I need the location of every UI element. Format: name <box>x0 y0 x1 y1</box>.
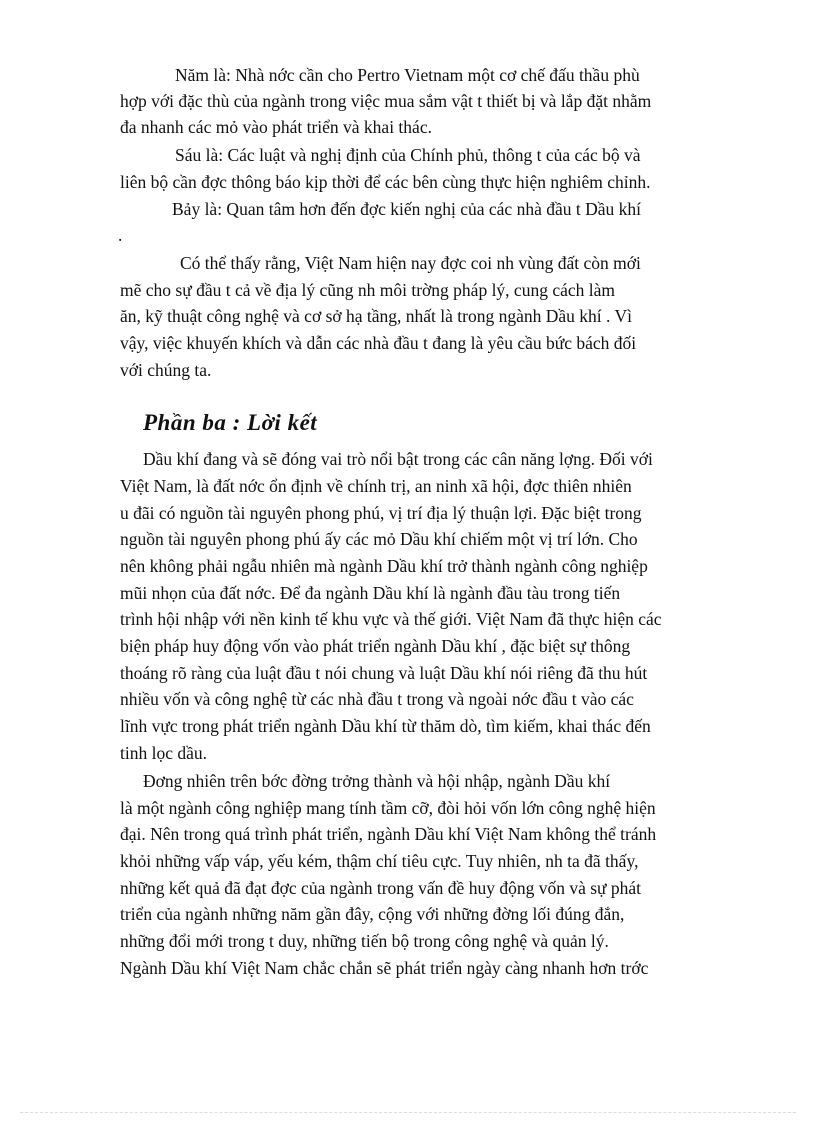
text-line: Ngành Dầu khí Việt Nam chắc chắn sẽ phát triển ngày càng nhanh hơn trớc <box>120 958 649 978</box>
text-line: Bảy là: Quan tâm hơn đến đợc kiến nghị của các nhà đầu t Dầu khí <box>172 199 641 219</box>
text-line: nguồn tài nguyên phong phú ấy các mỏ Dầu khí chiếm một vị trí lớn. Cho <box>120 529 638 549</box>
text-line: triển của ngành những năm gần đây, cộng với những đờng lối đúng đắn, <box>120 904 625 924</box>
text-line: vậy, việc khuyến khích và dẫn các nhà đầu t đang là yêu cầu bức bách đối <box>120 333 637 353</box>
text-line: Đơng nhiên trên bớc đờng trởng thành và hội nhập, ngành Dầu khí <box>143 771 611 791</box>
text-line: những kết quả đã đạt đợc của ngành trong vấn đề huy động vốn và sự phát <box>120 878 642 898</box>
text-line: Có thể thấy rằng, Việt Nam hiện nay đợc coi nh vùng đất còn mới <box>180 253 641 273</box>
text-line: . <box>118 225 123 245</box>
text-line: Năm là: Nhà nớc cần cho Pertro Vietnam một cơ chế đấu thầu phù <box>175 65 640 85</box>
section-heading: Phần ba : Lời kết <box>143 410 318 435</box>
text-line: mũi nhọn của đất nớc. Để đa ngành Dầu khí là ngành đầu tàu trong tiến <box>120 583 621 603</box>
page-bottom-rule <box>20 1112 796 1113</box>
text-line: Dầu khí đang và sẽ đóng vai trò nổi bật trong các cân năng lợng. Đối với <box>143 449 653 469</box>
text-line: liên bộ cần đợc thông báo kịp thời để các bên cùng thực hiện nghiêm chỉnh. <box>120 172 651 192</box>
text-line: với chúng ta. <box>120 360 212 380</box>
text-line: lĩnh vực trong phát triển ngành Dầu khí từ thăm dò, tìm kiếm, khai thác đến <box>120 716 651 736</box>
text-line: đại. Nên trong quá trình phát triển, ngành Dầu khí Việt Nam không thể tránh <box>120 824 657 844</box>
text-line: Sáu là: Các luật và nghị định của Chính phủ, thông t của các bộ và <box>175 145 641 165</box>
text-line: khỏi những vấp váp, yếu kém, thậm chí tiêu cực. Tuy nhiên, nh ta đã thấy, <box>120 851 639 871</box>
text-line: Việt Nam, là đất nớc ổn định về chính trị, an ninh xã hội, đợc thiên nhiên <box>120 476 632 496</box>
text-line: mẽ cho sự đầu t cả về địa lý cũng nh môi trờng pháp lý, cung cách làm <box>120 280 615 300</box>
text-line: nhiều vốn và công nghệ từ các nhà đầu t trong và ngoài nớc đầu t vào các <box>120 689 634 709</box>
text-line: trình hội nhập với nền kinh tế khu vực và thế giới. Việt Nam đã thực hiện các <box>120 609 662 629</box>
text-line: là một ngành công nghiệp mang tính tầm cỡ, đòi hỏi vốn lớn công nghệ hiện <box>120 798 656 818</box>
text-line: u đãi có nguồn tài nguyên phong phú, vị trí địa lý thuận lợi. Đặc biệt trong <box>120 503 642 523</box>
text-line: những đổi mới trong t duy, những tiến bộ trong công nghệ và quản lý. <box>120 931 609 951</box>
text-line: đa nhanh các mỏ vào phát triển và khai thác. <box>120 117 432 137</box>
text-line: ăn, kỹ thuật công nghệ và cơ sở hạ tầng, nhất là trong ngành Dầu khí . Vì <box>120 306 632 326</box>
text-line: biện pháp huy động vốn vào phát triển ngành Dầu khí , đặc biệt sự thông <box>120 636 631 656</box>
text-line: nên không phải ngẫu nhiên mà ngành Dầu khí trở thành ngành công nghiệp <box>120 556 648 576</box>
text-line: hợp với đặc thù của ngành trong việc mua sắm vật t thiết bị và lắp đặt nhằm <box>120 91 652 111</box>
text-line: thoáng rõ ràng của luật đầu t nói chung và luật Dầu khí nói riêng đã thu hút <box>120 663 648 683</box>
text-line: tinh lọc dầu. <box>120 743 207 763</box>
